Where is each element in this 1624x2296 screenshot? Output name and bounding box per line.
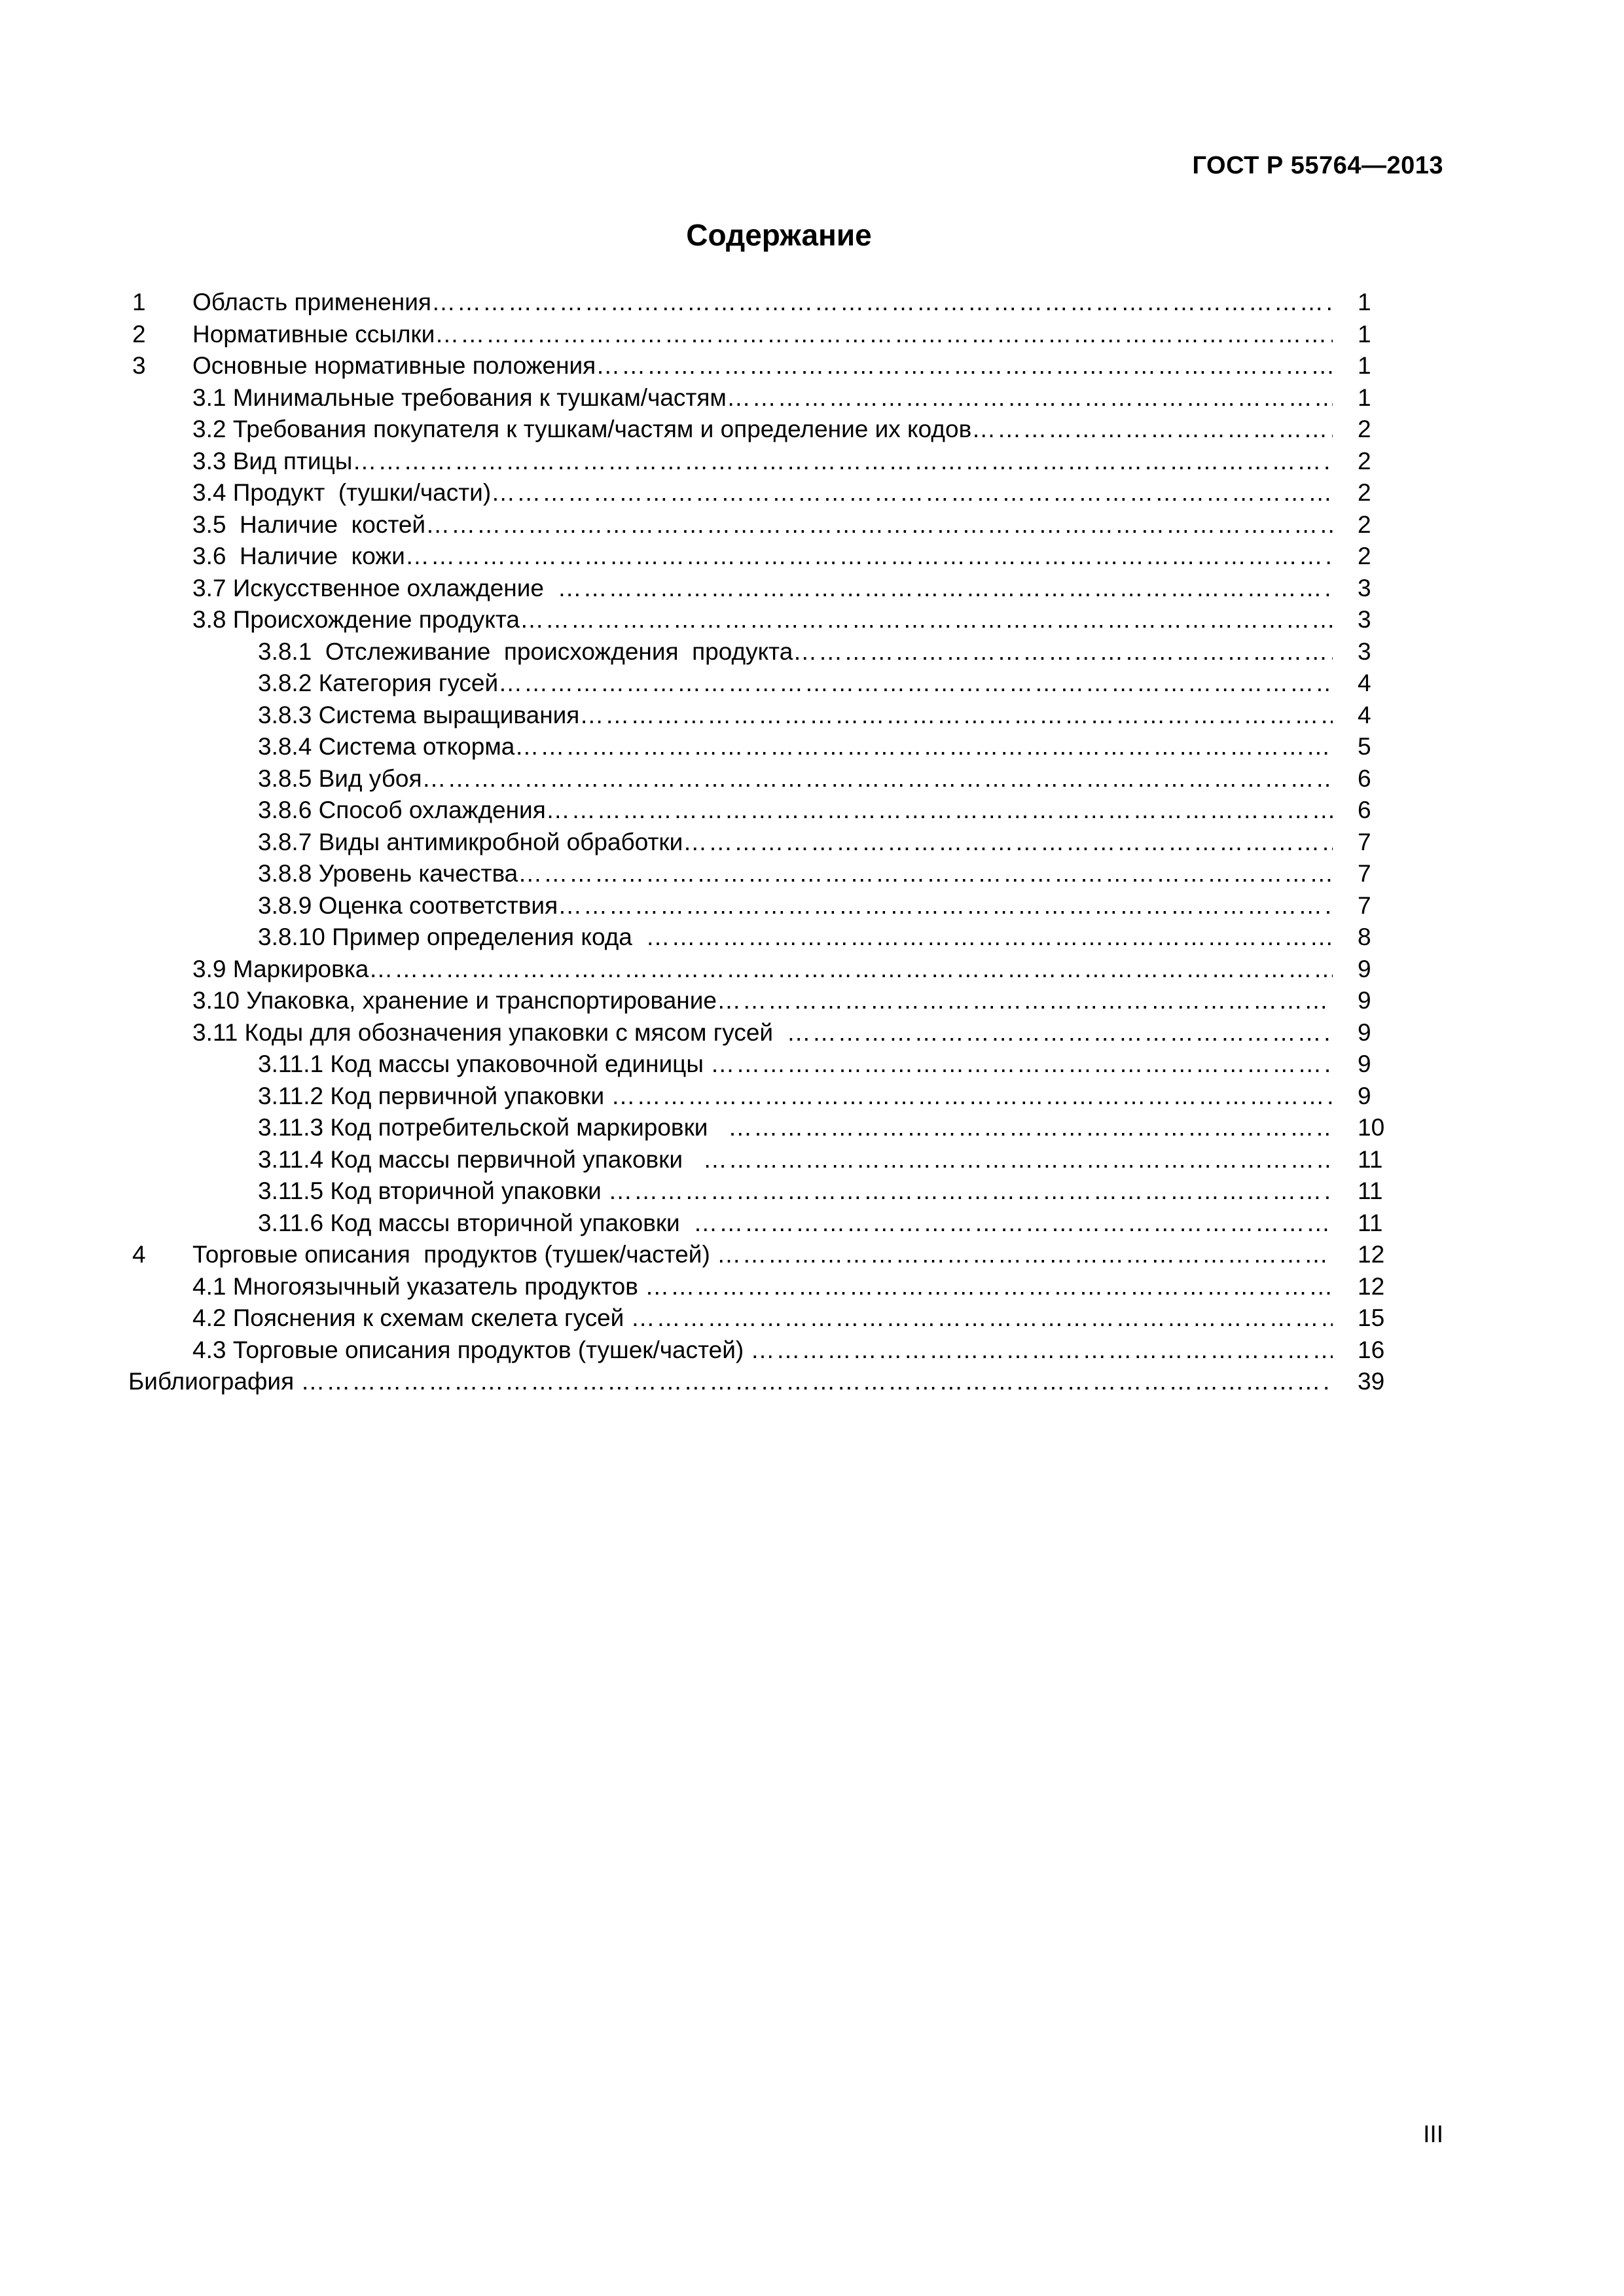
toc-entry-page: 16 (1358, 1336, 1385, 1363)
toc-entry-page: 2 (1358, 416, 1371, 442)
dot-leader (518, 858, 1333, 890)
toc-entry-page: 2 (1358, 479, 1371, 506)
toc-entry-page: 4 (1358, 670, 1371, 696)
toc-entry-page: 2 (1358, 511, 1371, 538)
toc-entry-body (258, 1081, 1333, 1113)
toc-entry-label: 3.8.2 Категория гусей (258, 670, 499, 696)
toc-entry[interactable] (128, 541, 1411, 573)
toc-entry[interactable] (128, 1175, 1411, 1208)
toc-entry-body (258, 1049, 1333, 1081)
toc-entry[interactable] (128, 954, 1411, 986)
toc-entry-body (128, 1366, 1333, 1398)
toc-entry-body (192, 1335, 1333, 1367)
toc-entry-page: 3 (1358, 574, 1371, 601)
toc-entry-number: 1 (132, 289, 146, 315)
toc-entry-body (258, 731, 1333, 763)
toc-entry-label: 3.5 Наличие костей (192, 511, 426, 538)
toc-entry-body (192, 414, 1333, 446)
toc-entry-page: 7 (1358, 891, 1371, 919)
toc-entry-label: 4.1 Многоязычный указатель продуктов (192, 1272, 645, 1300)
toc-entry-body (192, 954, 1333, 986)
toc-entry[interactable] (128, 382, 1411, 414)
toc-entry-body (192, 1302, 1333, 1335)
toc-entry-body (258, 1208, 1333, 1240)
dot-leader (703, 1144, 1333, 1176)
toc-entry[interactable] (128, 1271, 1411, 1303)
toc-entry-page: 11 (1358, 1209, 1383, 1236)
toc-entry-label: Область применения (192, 289, 431, 315)
dot-leader (546, 795, 1333, 827)
toc-entry-body (192, 604, 1333, 636)
toc-entry-page: 12 (1358, 1241, 1385, 1268)
toc-entry[interactable] (128, 731, 1411, 763)
dot-leader (971, 414, 1333, 446)
toc-entry-label: 3.8 Происхождение продукта (192, 606, 520, 633)
toc-entry-page: 9 (1358, 1018, 1371, 1046)
toc-entry[interactable] (128, 1239, 1411, 1271)
toc-entry-page: 12 (1358, 1272, 1385, 1300)
toc-entry-label: 3.11.6 Код массы вторичной упаковки (258, 1209, 694, 1236)
toc-entry-body (258, 890, 1333, 922)
toc-entry[interactable] (128, 668, 1411, 700)
dot-leader (750, 1335, 1333, 1367)
toc-entry[interactable] (128, 319, 1411, 351)
dot-leader (728, 1112, 1333, 1144)
toc-entry-body (192, 287, 1333, 319)
toc-entry[interactable] (128, 985, 1411, 1017)
toc-entry-page: 9 (1358, 1050, 1371, 1077)
toc-entry[interactable] (128, 350, 1411, 382)
toc-entry-label: 3.11.5 Код вторичной упаковки (258, 1177, 609, 1204)
dot-leader (425, 509, 1333, 541)
toc-entry-body (258, 827, 1333, 859)
toc-entry-label: 3.11.1 Код массы упаковочной единицы (258, 1050, 711, 1077)
toc-entry-page: 6 (1358, 797, 1371, 823)
toc-entry-page: 3 (1358, 606, 1371, 633)
toc-entry-body (192, 350, 1333, 382)
toc-entry[interactable] (128, 1017, 1411, 1049)
toc-entry-label: 4.3 Торговые описания продуктов (тушек/частей) (192, 1336, 751, 1363)
table-of-contents (128, 287, 1411, 1398)
toc-entry-body (192, 446, 1333, 478)
toc-entry-body (192, 573, 1333, 605)
dot-leader (352, 446, 1333, 478)
toc-entry-body (192, 541, 1333, 573)
toc-entry-page: 15 (1358, 1304, 1385, 1331)
toc-entry[interactable] (128, 446, 1411, 478)
toc-entry[interactable] (128, 573, 1411, 605)
toc-entry-label: 3.8.6 Способ охлаждения (258, 797, 546, 823)
toc-entry-label: 3.11.4 Код массы первичной упаковки (258, 1145, 703, 1173)
dot-leader (498, 668, 1333, 700)
toc-entry-label: Основные нормативные положения (192, 352, 596, 379)
toc-entry-body (258, 668, 1333, 700)
dot-leader (558, 890, 1333, 922)
toc-entry-page: 1 (1358, 384, 1371, 411)
toc-entry-label: 3.8.10 Пример определения кода (258, 924, 646, 950)
toc-entry-page: 2 (1358, 543, 1371, 569)
toc-entry-label: Библиография (128, 1368, 301, 1395)
document-code: ГОСТ Р 55764—2013 (1192, 152, 1443, 179)
dot-leader (787, 1017, 1333, 1049)
dot-leader (405, 541, 1333, 573)
toc-entry-label: 3.11 Коды для обозначения упаковки с мясом гусей (192, 1018, 787, 1046)
toc-entry-page: 11 (1358, 1177, 1383, 1204)
dot-leader (435, 319, 1333, 351)
dot-leader (514, 731, 1333, 763)
dot-leader (717, 985, 1333, 1017)
toc-entry-number: 3 (132, 352, 146, 379)
dot-leader (369, 954, 1333, 986)
toc-entry-body (258, 858, 1333, 890)
toc-entry[interactable] (128, 763, 1411, 795)
dot-leader (611, 1081, 1333, 1113)
toc-entry-body (192, 1017, 1333, 1049)
toc-entry[interactable] (128, 700, 1411, 732)
toc-entry-page: 7 (1358, 860, 1371, 887)
toc-entry-body (192, 1239, 1333, 1271)
dot-leader (683, 827, 1333, 859)
toc-entry-label: Торговые описания продуктов (тушек/частей) (192, 1241, 717, 1268)
toc-entry-page: 6 (1358, 764, 1371, 792)
toc-entry-body (192, 382, 1333, 414)
toc-entry-label: 3.1 Минимальные требования к тушкам/частям (192, 384, 727, 411)
dot-leader (631, 1302, 1333, 1335)
toc-entry-page: 7 (1358, 828, 1371, 855)
dot-leader (793, 636, 1333, 668)
dot-leader (693, 1208, 1333, 1240)
dot-leader (727, 382, 1333, 414)
toc-entry-label: 3.11.3 Код потребительской маркировки (258, 1114, 729, 1141)
dot-leader (717, 1239, 1333, 1271)
dot-leader (558, 573, 1333, 605)
page-folio: III (1423, 2121, 1443, 2147)
toc-entry[interactable] (128, 890, 1411, 922)
toc-entry-label: 3.8.5 Вид убоя (258, 764, 422, 792)
toc-entry[interactable] (128, 287, 1411, 319)
toc-entry-page: 9 (1358, 987, 1371, 1014)
toc-entry-body (258, 700, 1333, 732)
toc-entry-page: 1 (1358, 289, 1371, 315)
toc-entry-label: 4.2 Пояснения к схемам скелета гусей (192, 1304, 631, 1331)
toc-entry[interactable] (128, 1366, 1411, 1398)
dot-leader (710, 1049, 1333, 1081)
toc-entry-page: 39 (1358, 1368, 1385, 1395)
toc-entry-label: 3.8.9 Оценка соответствия (258, 891, 558, 919)
toc-entry-label: 3.8.1 Отслеживание происхождения продукта (258, 637, 793, 665)
toc-entry-label: 3.2 Требования покупателя к тушкам/частям и определение их кодов (192, 416, 972, 442)
dot-leader (596, 350, 1333, 382)
toc-entry[interactable] (128, 1302, 1411, 1335)
toc-entry-body (192, 985, 1333, 1017)
toc-entry-page: 8 (1358, 924, 1371, 950)
dot-leader (645, 922, 1333, 954)
toc-entry[interactable] (128, 1335, 1411, 1367)
dot-leader (645, 1271, 1333, 1303)
dot-leader (422, 763, 1333, 795)
toc-entry-label: 3.3 Вид птицы (192, 447, 353, 475)
toc-entry[interactable] (128, 1112, 1411, 1144)
toc-entry-label: 3.9 Маркировка (192, 955, 369, 982)
toc-entry-body (258, 922, 1333, 954)
dot-leader (520, 604, 1333, 636)
toc-entry-page: 11 (1358, 1145, 1383, 1173)
toc-entry[interactable] (128, 1049, 1411, 1081)
dot-leader (579, 700, 1333, 732)
toc-entry-page: 1 (1358, 320, 1371, 348)
toc-entry[interactable] (128, 414, 1411, 446)
toc-entry-page: 4 (1358, 701, 1371, 728)
toc-entry-body (258, 1112, 1333, 1144)
toc-entry[interactable] (128, 477, 1411, 509)
toc-entry-label: 3.7 Искусственное охлаждение (192, 574, 558, 601)
toc-entry-label: 3.10 Упаковка, хранение и транспортирование (192, 987, 717, 1014)
toc-entry[interactable] (128, 604, 1411, 636)
toc-entry-label: 3.8.7 Виды антимикробной обработки (258, 828, 683, 855)
toc-title: Содержание (686, 218, 872, 252)
toc-entry-page: 9 (1358, 955, 1371, 982)
toc-entry-label: 3.8.8 Уровень качества (258, 860, 518, 887)
toc-entry-body (258, 763, 1333, 795)
toc-entry-label: Нормативные ссылки (192, 320, 435, 348)
toc-entry-page: 1 (1358, 352, 1371, 379)
dot-leader (431, 287, 1333, 319)
toc-entry-body (192, 1271, 1333, 1303)
toc-entry-page: 10 (1358, 1114, 1385, 1141)
dot-leader (491, 477, 1333, 509)
toc-entry-body (258, 795, 1333, 827)
toc-entry-body (192, 319, 1333, 351)
toc-entry-body (192, 509, 1333, 541)
dot-leader (300, 1366, 1333, 1398)
toc-entry-label: 3.8.4 Система откорма (258, 733, 515, 760)
toc-entry-page: 5 (1358, 733, 1371, 760)
toc-entry-body (258, 1175, 1333, 1208)
toc-entry[interactable] (128, 1081, 1411, 1113)
toc-entry[interactable] (128, 827, 1411, 859)
toc-entry[interactable] (128, 636, 1411, 668)
toc-entry-label: 3.11.2 Код первичной упаковки (258, 1082, 611, 1109)
toc-entry[interactable] (128, 1144, 1411, 1176)
toc-entry-page: 9 (1358, 1082, 1371, 1109)
toc-entry[interactable] (128, 922, 1411, 954)
toc-entry-page: 3 (1358, 637, 1371, 665)
toc-entry-body (192, 477, 1333, 509)
toc-entry-page: 2 (1358, 447, 1371, 475)
toc-entry-number: 4 (132, 1241, 146, 1268)
dot-leader (608, 1175, 1333, 1208)
toc-entry-body (258, 1144, 1333, 1176)
toc-entry-body (258, 636, 1333, 668)
toc-entry[interactable] (128, 509, 1411, 541)
toc-entry[interactable] (128, 858, 1411, 890)
toc-entry[interactable] (128, 1208, 1411, 1240)
toc-entry-number: 2 (132, 320, 146, 348)
toc-entry-label: 3.6 Наличие кожи (192, 543, 405, 569)
toc-entry-label: 3.4 Продукт (тушки/части) (192, 479, 492, 506)
toc-entry-label: 3.8.3 Система выращивания (258, 701, 580, 728)
toc-entry[interactable] (128, 795, 1411, 827)
